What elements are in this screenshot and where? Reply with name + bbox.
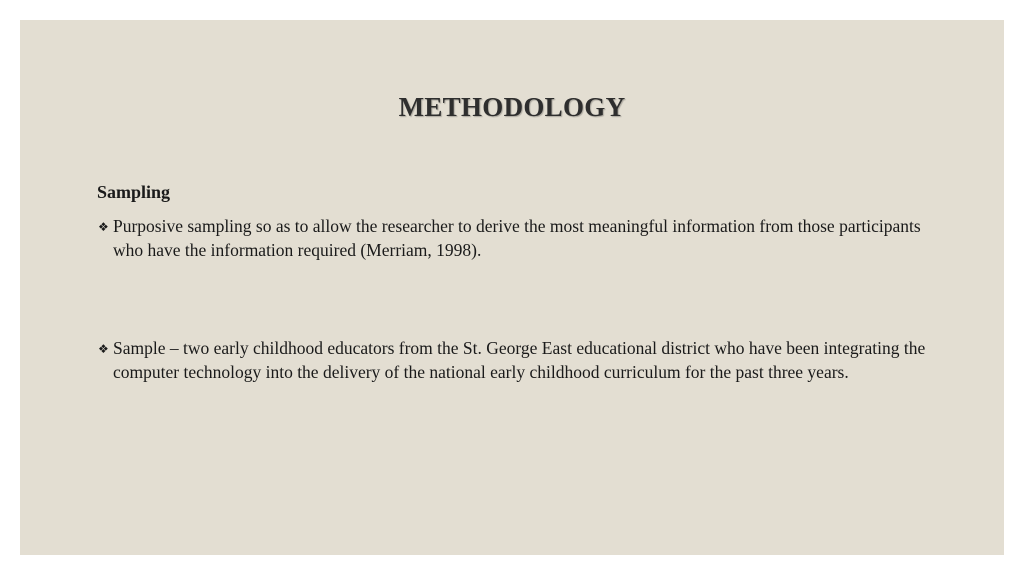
bullet-text: Purposive sampling so as to allow the researcher to derive the most meaningful information from those participants who have the information required (Merriam, 1998). — [113, 216, 921, 260]
bullet-text: Sample – two early childhood educators from the St. George East educational district who have been integrating the computer technology into the delivery of the national early childhood curriculum for the past three years. — [113, 338, 926, 382]
diamond-bullet-icon: ❖ — [98, 342, 109, 356]
slide — [20, 20, 1004, 555]
bullet-item — [98, 215, 943, 262]
diamond-bullet-icon: ❖ — [98, 220, 109, 234]
section-heading: Sampling — [97, 182, 171, 202]
slide-title: METHODOLOGY — [398, 92, 626, 122]
bullet-item — [98, 337, 943, 384]
